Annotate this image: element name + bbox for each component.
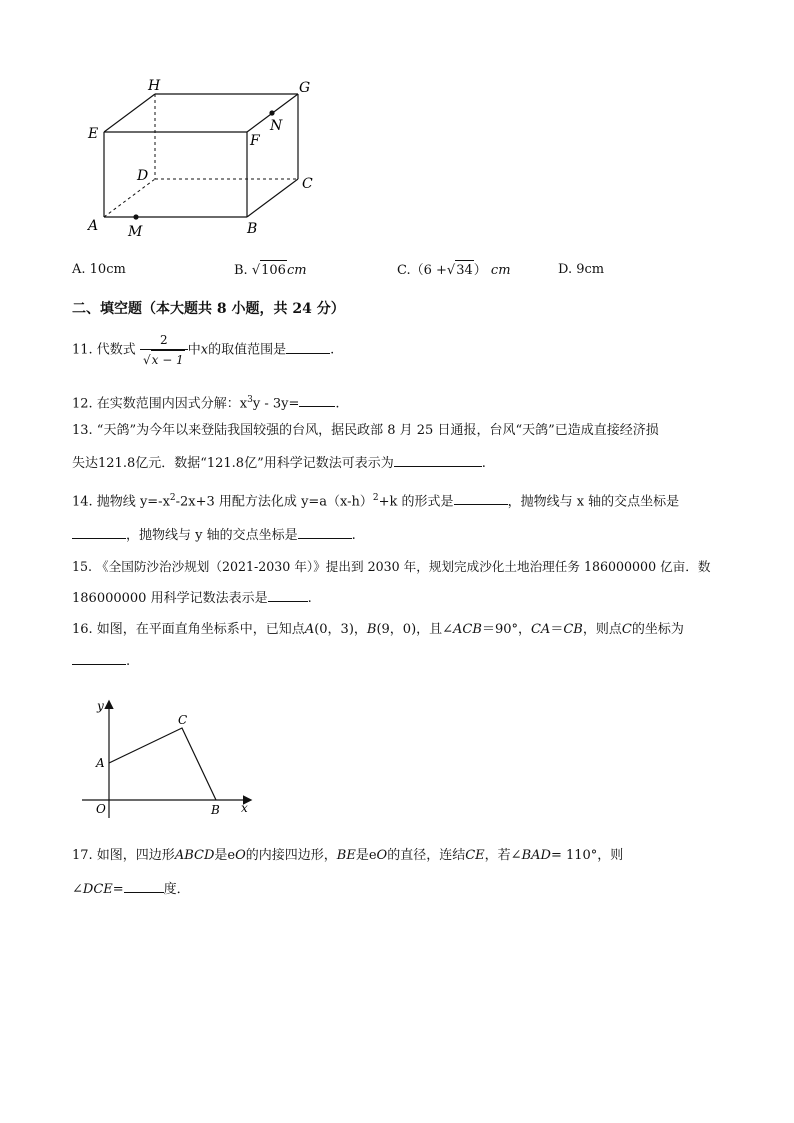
label-O: O [96, 802, 106, 816]
option-b-prefix: B. [234, 263, 248, 278]
point-M [133, 214, 138, 219]
q14-line2-mid: ，抛物线与 y 轴的交点坐标是 [126, 528, 298, 543]
q16-mid: ＝90°， [481, 622, 531, 637]
q12-sup: 3 [247, 395, 253, 405]
q12-end: . [335, 396, 340, 412]
q11-suffix-post: 的取值范围是 [208, 342, 287, 358]
q17-be: BE [336, 848, 356, 863]
question-17-line1 [72, 846, 623, 866]
q17-pre: 17. 如图，四边形 [72, 848, 175, 863]
triangle-ACB [109, 728, 216, 800]
option-c-unit: cm [490, 263, 511, 278]
q17-ce: CE [465, 848, 485, 863]
q12-prefix: 12. 在实数范围内因式分解：x [72, 396, 248, 412]
q17-t4: 的直径，连结 [387, 848, 466, 863]
axis-label-x: x [241, 801, 248, 815]
q14-sup1: 2 [169, 493, 176, 503]
point-N [269, 110, 274, 115]
question-17-line2 [72, 878, 190, 900]
q16-tail: 的坐标为 [631, 622, 684, 637]
q16-answer-blank[interactable] [72, 650, 126, 665]
q14-line1-post: +k 的形式是 [378, 494, 454, 510]
question-16-line1 [72, 620, 684, 640]
sqrt-sign: √ [446, 263, 456, 278]
option-a: A. 10cm [72, 262, 126, 277]
q13-answer-blank[interactable] [394, 452, 482, 467]
option-b-unit: cm [286, 263, 307, 278]
q15-end: . [307, 591, 312, 606]
question-15-line1: 15. 《全国防沙治沙规划（2021-2030 年）》提出到 2030 年，规划完成沙化土地治理任务 186000000 亿亩．数 [72, 559, 711, 574]
q17-line2-post: 度． [163, 882, 190, 897]
q16-eq: ＝ [550, 622, 564, 637]
q17-dce: DCE [82, 882, 113, 897]
option-d: D. 9cm [558, 262, 605, 277]
q15-line2-text: 186000000 用科学记数法表示是 [72, 591, 268, 606]
label-M: M [128, 224, 143, 240]
q11-prefix: 11. 代数式 [72, 342, 136, 358]
label-D: D [137, 168, 149, 184]
q17-t1: 是 [214, 848, 228, 863]
label-H: H [148, 78, 161, 94]
q14-end: . [351, 528, 356, 543]
q17-line2-pre: ∠ [72, 882, 83, 897]
question-15-line2 [72, 587, 312, 609]
q14-line1-pre: 14. 抛物线 y=-x [72, 494, 170, 510]
section-title: 二、填空题（本大题共 8 小题，共 24 分） [72, 301, 345, 317]
option-c-radicand: 34 [455, 260, 474, 281]
label-N: N [270, 118, 283, 134]
q17-t5: ，若∠ [484, 848, 522, 863]
q16-end: . [126, 654, 131, 669]
q16-CA: CA [530, 622, 551, 637]
q17-abcd: ABCD [174, 848, 215, 863]
q16-B: B [366, 622, 377, 637]
q17-t6: = 110°，则 [550, 848, 624, 863]
q16-C: C [621, 622, 632, 637]
option-c-prefix: C.（6 + [397, 263, 447, 278]
label-C: C [178, 713, 188, 727]
q16-B-coord: (9，0)，且∠ [376, 622, 454, 637]
question-13-line2 [72, 452, 486, 474]
label-F: F [250, 133, 260, 149]
label-B: B [247, 221, 258, 237]
question-14-line2 [72, 524, 356, 546]
q16-A: A [304, 622, 315, 637]
q14-line1-mid: -2x+3 用配方法化成 y=a（x-h） [175, 494, 373, 510]
q11-end: . [330, 342, 335, 358]
q17-circle1: e [227, 848, 236, 863]
q17-bad: BAD [521, 848, 551, 863]
label-B: B [211, 803, 220, 817]
option-c-suffix: ） [473, 263, 487, 278]
edge-EH [104, 94, 155, 132]
label-E: E [88, 126, 99, 142]
sqrt-sign: √ [251, 263, 261, 278]
edge-BC [247, 179, 298, 217]
q11-fraction [140, 331, 188, 369]
axis-label-y: y [97, 699, 104, 713]
question-16-line2 [72, 650, 130, 672]
option-b [234, 260, 307, 281]
q14-answer-blank-2[interactable] [72, 524, 126, 539]
q16-ACB: ACB [453, 622, 482, 637]
option-b-radicand: 106 [260, 260, 287, 281]
question-13-line1: 13. “天鸽”为今年以来登陆我国较强的台风，据民政部 8 月 25 日通报，台风“天鸽”已造成直接经济损 [72, 423, 659, 438]
q11-numerator: 2 [140, 331, 188, 350]
label-A: A [96, 756, 105, 770]
q15-answer-blank[interactable] [268, 587, 308, 602]
question-12 [72, 390, 340, 414]
question-14-line1 [72, 488, 679, 512]
q17-t3: 是 [355, 848, 369, 863]
q17-o1: O [235, 848, 246, 863]
axes-figure [78, 696, 258, 821]
q14-line1-end: ，抛物线与 x 轴的交点坐标是 [507, 494, 680, 510]
cuboid-figure [80, 72, 330, 247]
q17-answer-blank[interactable] [124, 878, 164, 893]
edge-AD [104, 179, 155, 217]
q17-o2: O [376, 848, 388, 863]
q16-A-coord: (0，3)， [314, 622, 367, 637]
q11-radicand: x − 1 [151, 350, 185, 369]
option-c [397, 260, 511, 281]
q12-answer-blank[interactable] [299, 392, 335, 407]
q16-line1-pre: 16. 如图，在平面直角坐标系中，已知点 [72, 622, 305, 637]
q11-suffix-pre: 中 [187, 342, 201, 358]
q11-answer-blank[interactable] [286, 339, 330, 354]
q11-denominator: √x − 1 [140, 350, 188, 369]
q17-t2: 的内接四边形， [245, 848, 337, 863]
q14-answer-blank-3[interactable] [298, 524, 352, 539]
question-11 [72, 331, 334, 369]
q12-suffix: y - 3y= [252, 396, 300, 412]
q11-var: x [200, 342, 209, 358]
q13-line2-text: 失达121.8亿元．数据“121.8亿”用科学记数法可表示为 [72, 456, 394, 471]
q16-post: ，则点 [582, 622, 622, 637]
q16-CB: CB [563, 622, 583, 637]
label-A: A [88, 218, 99, 234]
label-C: C [302, 176, 313, 192]
label-G: G [299, 80, 311, 96]
q14-answer-blank-1[interactable] [454, 490, 508, 505]
q17-line2-eq: = [112, 882, 124, 897]
q17-circle2: e [368, 848, 377, 863]
q14-sup2: 2 [372, 493, 379, 503]
q13-end: . [481, 456, 486, 471]
